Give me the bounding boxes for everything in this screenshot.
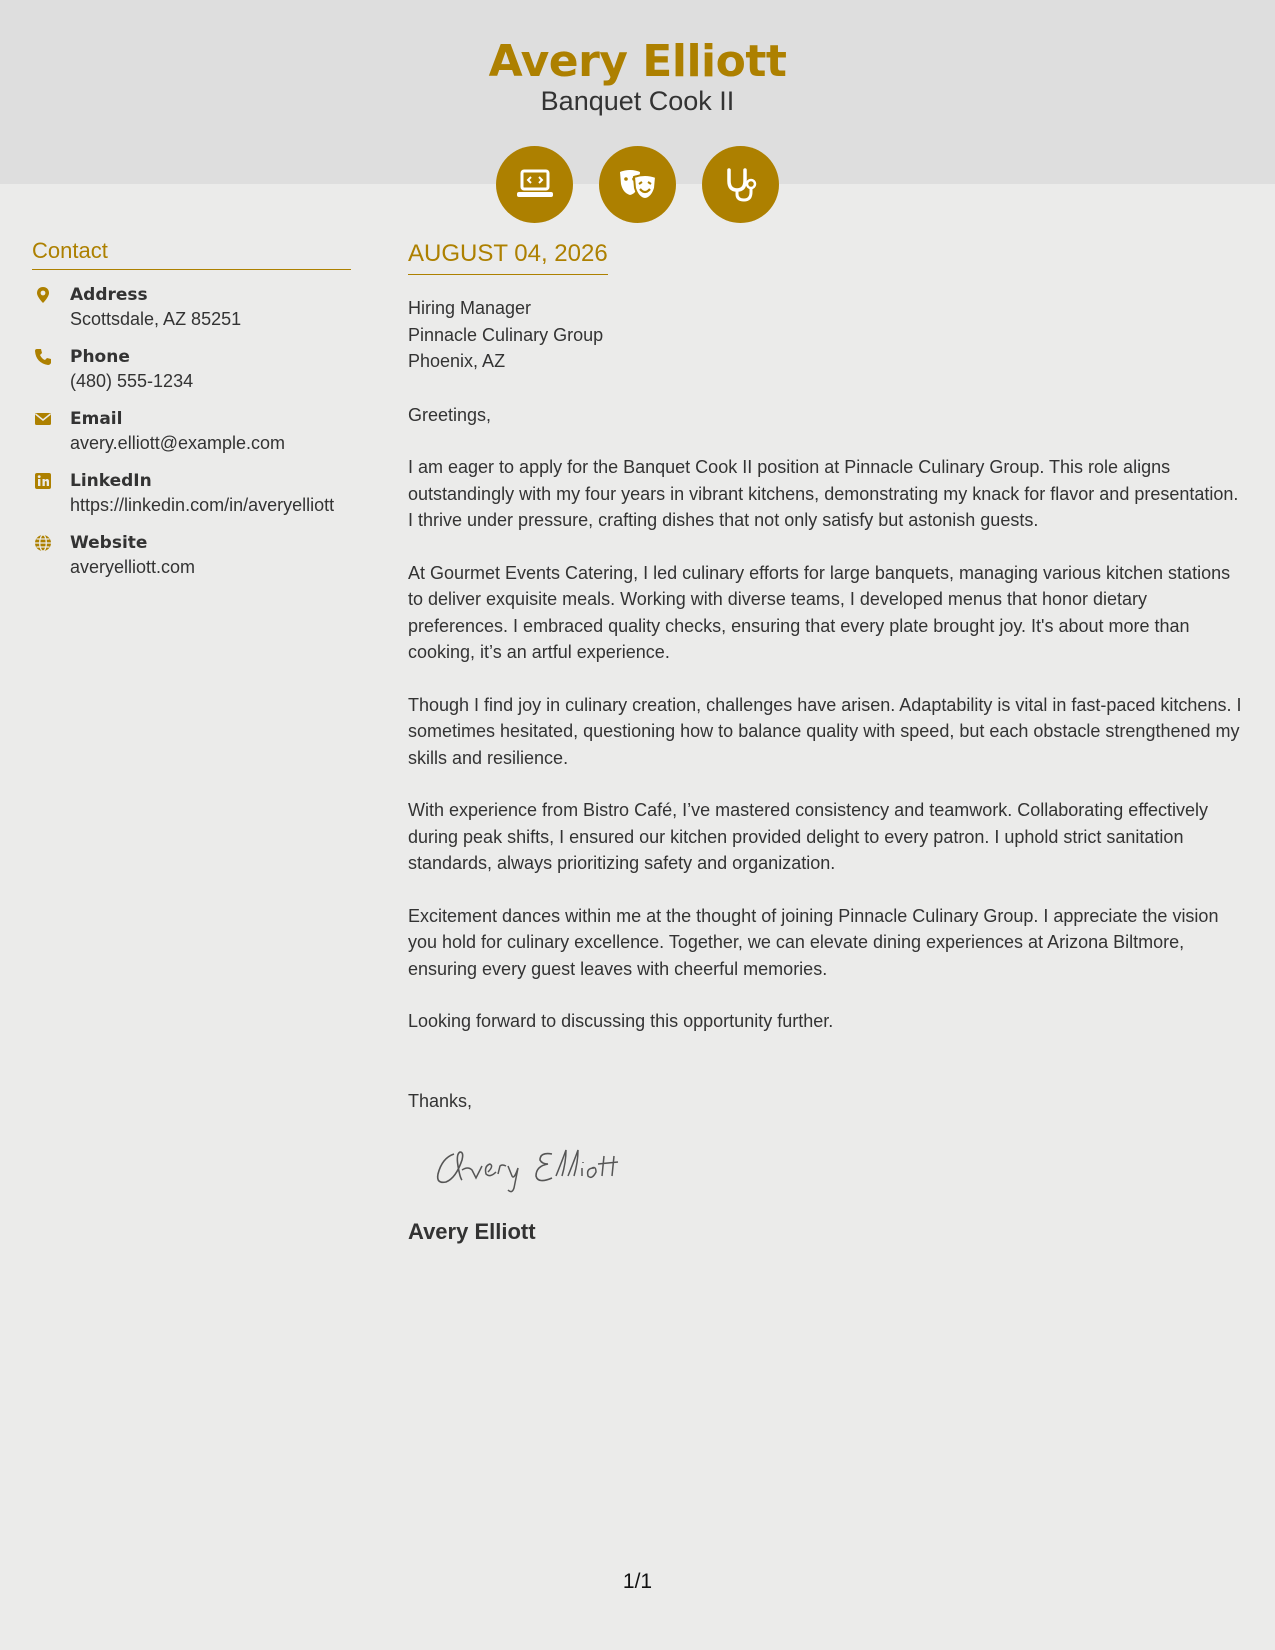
paragraph: Excitement dances within me at the thought of joining Pinnacle Culinary Group. I appreciate the vision you hold for culinary excellence. Together, we can elevate dining experiences at Arizona Biltmore, ensuring every guest leaves with cheerful memories. bbox=[408, 905, 1219, 979]
signature-image bbox=[432, 1136, 642, 1196]
envelope-icon bbox=[34, 410, 52, 428]
stethoscope-icon bbox=[702, 146, 779, 223]
theater-masks-icon bbox=[599, 146, 676, 223]
recipient-block bbox=[408, 295, 1248, 375]
paragraph: Looking forward to discussing this opportunity further. bbox=[408, 1011, 834, 1031]
phone-icon bbox=[34, 348, 52, 366]
letter-body bbox=[408, 240, 1248, 1245]
phone-label: Phone bbox=[70, 347, 130, 367]
paragraph: I am eager to apply for the Banquet Cook II position at Pinnacle Culinary Group. This role aligns outstandingly with my four years in vibrant kitchens, demonstrating my knack for flavor and presentation. I thrive under pressure, crafting dishes that not only satisfy but astonish guests. bbox=[408, 457, 1239, 530]
header-icons bbox=[0, 146, 1275, 223]
contact-linkedin bbox=[32, 469, 351, 518]
address-label: Address bbox=[70, 285, 148, 305]
paragraph: At Gourmet Events Catering, I led culinary efforts for large banquets, managing various kitchen stations to deliver exquisite meals. Working with diverse teams, I developed menus that honor dietary preferences. I embraced quality checks, ensuring that every plate brought joy. It's about more than cooking, it’s an artful experience. bbox=[408, 562, 1231, 662]
website-label: Website bbox=[70, 533, 148, 553]
linkedin-label: LinkedIn bbox=[70, 471, 152, 491]
email-value[interactable]: avery.elliott@example.com bbox=[70, 433, 286, 453]
job-title: Banquet Cook II bbox=[540, 86, 735, 116]
linkedin-icon bbox=[34, 472, 52, 490]
website-value[interactable]: averyelliott.com bbox=[70, 557, 196, 577]
globe-icon bbox=[34, 534, 52, 552]
greeting: Greetings, bbox=[408, 404, 492, 425]
recipient-line: Phoenix, AZ bbox=[408, 351, 506, 371]
laptop-code-icon bbox=[496, 146, 573, 223]
contact-website bbox=[32, 531, 351, 580]
page-number: 1/1 bbox=[622, 1570, 653, 1593]
contact-address bbox=[32, 283, 351, 332]
phone-value[interactable]: (480) 555-1234 bbox=[70, 371, 194, 391]
letter-date: AUGUST 04, 2026 bbox=[408, 240, 608, 275]
email-label: Email bbox=[70, 409, 123, 429]
linkedin-value[interactable]: https://linkedin.com/in/averyelliott bbox=[70, 495, 335, 515]
recipient-line: Hiring Manager bbox=[408, 298, 532, 318]
contact-sidebar bbox=[32, 238, 351, 580]
contact-phone bbox=[32, 345, 351, 394]
contact-email bbox=[32, 407, 351, 456]
recipient-line: Pinnacle Culinary Group bbox=[408, 324, 604, 345]
paragraph: Though I find joy in culinary creation, challenges have arisen. Adaptability is vital in fast-paced kitchens. I sometimes hesitated, questioning how to balance quality with speed, but each obstacle strengthened my skills and resilience. bbox=[408, 694, 1242, 768]
address-value: Scottsdale, AZ 85251 bbox=[70, 309, 242, 329]
contact-section-title: Contact bbox=[32, 238, 351, 270]
closing: Thanks, bbox=[408, 1090, 473, 1111]
paragraph: With experience from Bistro Café, I’ve mastered consistency and teamwork. Collaborating effectively during peak shifts, I ensured our kitchen provided delight to every patron. I uphold strict sanitation standards, always prioritizing safety and organization. bbox=[408, 800, 1209, 873]
map-pin-icon bbox=[34, 286, 52, 304]
applicant-name: Avery Elliott bbox=[488, 36, 787, 87]
signer-name: Avery Elliott bbox=[408, 1219, 536, 1244]
